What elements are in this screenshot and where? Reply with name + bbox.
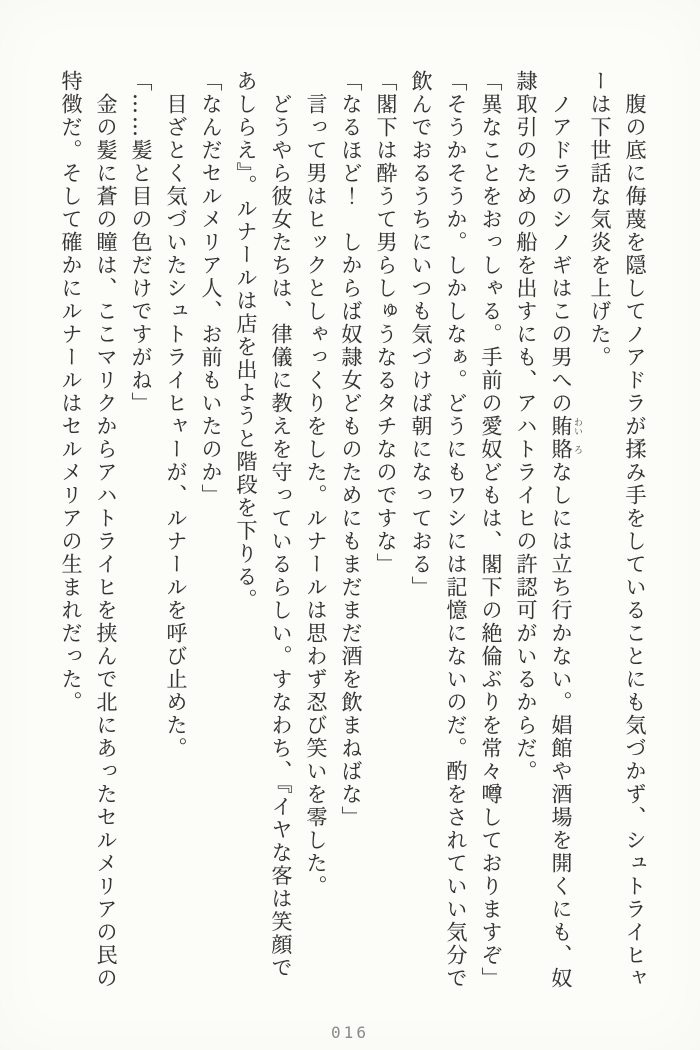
text-line-14: 目ざとく気づいたシュトライヒャーが、ルナールを呼び止めた。	[164, 70, 188, 760]
line-segment-pre: ノアドラのシノギはこの男への	[549, 70, 573, 415]
text-line-17: 特徴だ。そして確かにルナールはセルメリアの生まれだった。	[59, 70, 83, 714]
text-line-1: 腹の底に侮蔑を隠してノアドラが揉み手をしていることにも気づかず、シュトライヒャ	[623, 70, 647, 990]
text-line-15: 「……髪と目の色だけですがね」	[129, 70, 153, 415]
text-line-9: 「なるほど！ しからば奴隷女どものためにもまだまだ酒を飲まねばな」	[339, 70, 363, 829]
page-number: 016	[331, 1023, 369, 1042]
line-segment-post: なしには立ち行かない。娼館や酒場を開くにも、奴	[549, 461, 573, 990]
furigana-text: わい	[572, 415, 582, 438]
text-line-6: 「そうかそうか。しかしなぁ。どうにもワシには記憶にないのだ。酌をされていい気分で	[444, 70, 468, 990]
ruby-base: 賂	[549, 438, 573, 461]
text-line-11: どうやら彼女たちは、律儀に教えを守っているらしい。すなわち、『イヤな客は笑顔で	[269, 70, 293, 980]
text-line-8: 「閣下は酔うて男らしゅうなるタチなのですな」	[374, 70, 398, 576]
text-line-5: 「異なことをおっしゃる。手前の愛奴どもは、閣下の絶倫ぶりを常々噂しておりますぞ」	[479, 70, 503, 990]
text-line-13: 「なんだセルメリア人、お前もいたのか」	[199, 70, 223, 507]
text-line-2: ーは下世話な気炎を上げた。	[588, 70, 612, 369]
text-line-3	[543, 70, 582, 990]
text-line-4: 隷取引のための船を出すにも、アハトライヒの許認可がいるからだ。	[514, 70, 538, 783]
furigana-ruby	[549, 415, 582, 461]
text-line-10: 言って男はヒックとしゃっくりをした。ルナールは思わず忍び笑いを零した。	[304, 70, 328, 898]
ruby-base: 賄	[549, 415, 573, 438]
furigana-text: ろ	[572, 438, 582, 461]
novel-text-block	[57, 70, 652, 990]
text-line-12: あしらえ』。ルナールは店を出ようと階段を下りる。	[234, 70, 258, 612]
text-line-7: 飲んでおるうちにいつも気づけば朝になっておる」	[409, 70, 433, 599]
text-line-16: 金の髪に蒼の瞳は、ここマリクからアハトライヒを挟んで北にあったセルメリアの民の	[94, 70, 118, 990]
